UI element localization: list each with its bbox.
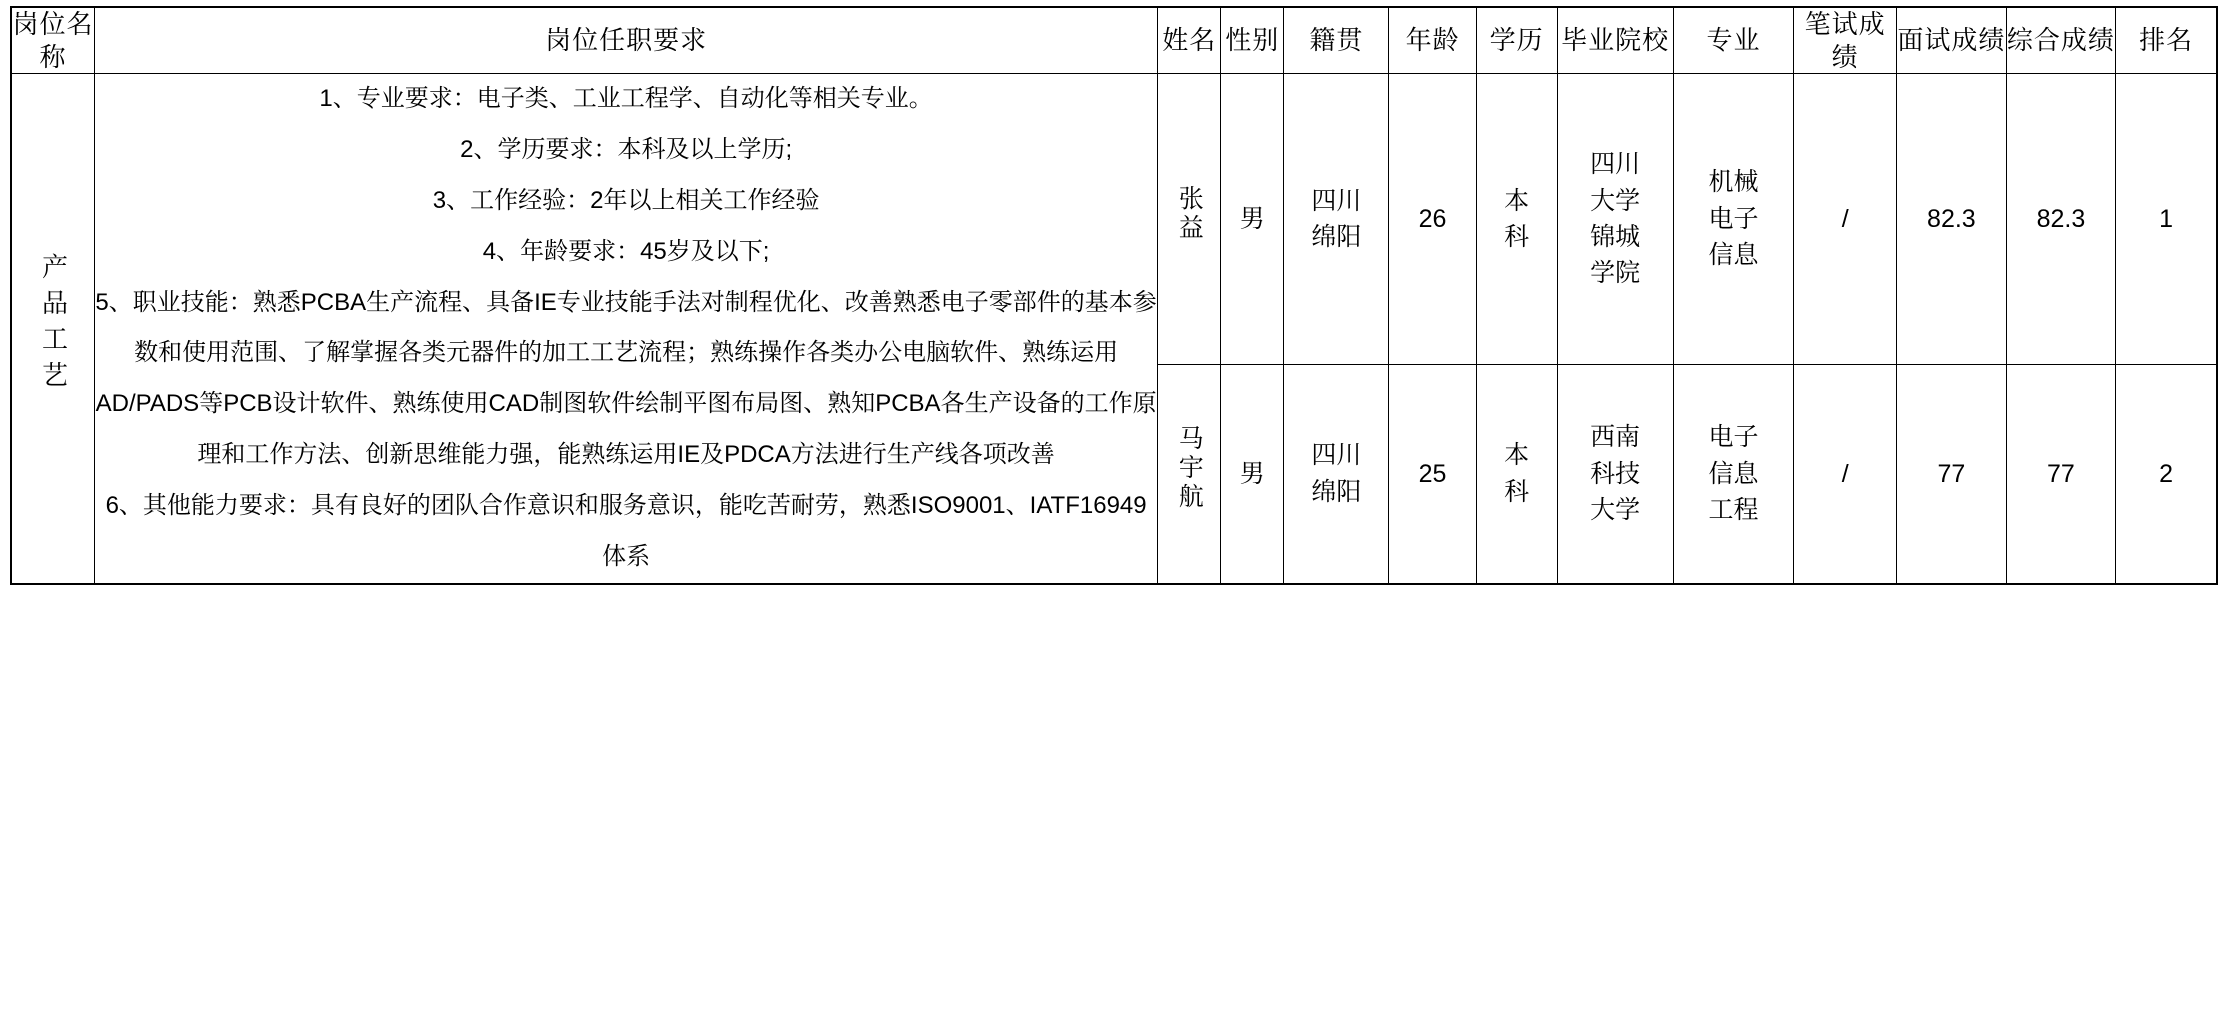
origin-text: 四川绵阳 — [1311, 441, 1362, 506]
cell-school — [1557, 74, 1673, 365]
column-header-name-label: 姓名 — [1162, 25, 1217, 56]
school-text: 四川大学锦城学院 — [1590, 150, 1641, 288]
school-text: 西南科技大学 — [1590, 423, 1641, 524]
cell-interview-score: 77 — [1897, 364, 2007, 584]
major-text: 电子信息工程 — [1708, 423, 1759, 524]
column-header-school — [1557, 7, 1673, 74]
requirement-line: 1、专业要求：电子类、工业工程学、自动化等相关专业。 — [319, 85, 933, 112]
table-header-row — [11, 7, 2217, 74]
column-header-origin: 籍贯 — [1284, 7, 1389, 74]
cell-total-score: 77 — [2006, 364, 2116, 584]
cell-rank: 1 — [2116, 74, 2217, 365]
column-header-requirements: 岗位任职要求 — [95, 7, 1158, 74]
cell-requirements — [95, 74, 1158, 584]
column-header-education-label: 学历 — [1489, 25, 1544, 56]
cell-gender: 男 — [1221, 74, 1284, 365]
cell-name — [1158, 74, 1221, 365]
requirement-line: 6、其他能力要求：具有良好的团队合作意识和服务意识，能吃苦耐劳，熟悉ISO9001、IATF16949体系 — [105, 492, 1147, 570]
origin-text: 四川绵阳 — [1311, 186, 1362, 251]
column-header-interview-score — [1897, 7, 2007, 74]
table-header — [11, 7, 2217, 74]
requirement-line: 4、年龄要求：45岁及以下; — [482, 237, 770, 265]
column-header-name — [1158, 7, 1221, 74]
major-text: 机械电子信息 — [1708, 168, 1759, 269]
column-header-total-score-label: 综合成绩 — [2006, 25, 2115, 56]
column-header-age: 年龄 — [1389, 7, 1476, 74]
cell-interview-score: 82.3 — [1897, 74, 2007, 365]
column-header-major: 专业 — [1673, 7, 1794, 74]
education-text: 本科 — [1504, 441, 1530, 506]
post-name-text: 产品工艺 — [38, 252, 69, 397]
cell-age: 26 — [1389, 74, 1476, 365]
cell-age: 25 — [1389, 364, 1476, 584]
cell-rank: 2 — [2116, 364, 2217, 584]
cell-post-name — [11, 74, 95, 584]
candidate-name-text: 张益 — [1175, 184, 1204, 243]
cell-major — [1673, 364, 1794, 584]
requirement-line: 2、学历要求：本科及以上学历; — [460, 135, 793, 163]
column-header-post-name-label: 岗位名称 — [12, 9, 94, 72]
column-header-written-score — [1794, 7, 1897, 74]
column-header-interview-score-label: 面试成绩 — [1897, 25, 2006, 56]
cell-education — [1476, 74, 1557, 365]
table-body — [11, 74, 2217, 584]
cell-origin — [1284, 74, 1389, 365]
column-header-post-name — [11, 7, 95, 74]
cell-origin — [1284, 364, 1389, 584]
cell-total-score: 82.3 — [2006, 74, 2116, 365]
education-text: 本科 — [1504, 186, 1530, 251]
requirement-line: 3、工作经验：2年以上相关工作经验 — [432, 186, 820, 214]
cell-major — [1673, 74, 1794, 365]
column-header-gender-label: 性别 — [1225, 25, 1280, 56]
column-header-written-score-label: 笔试成绩 — [1804, 9, 1886, 72]
column-header-school-label: 毕业院校 — [1561, 25, 1670, 56]
cell-gender: 男 — [1221, 364, 1284, 584]
column-header-rank: 排名 — [2116, 7, 2217, 74]
table-row — [11, 74, 2217, 365]
cell-written-score: / — [1794, 364, 1897, 584]
column-header-total-score — [2006, 7, 2116, 74]
cell-education — [1476, 364, 1557, 584]
cell-written-score: / — [1794, 74, 1897, 365]
recruitment-result-table — [10, 6, 2218, 585]
candidate-name-text: 马宇航 — [1175, 425, 1204, 513]
column-header-education — [1476, 7, 1557, 74]
column-header-gender — [1221, 7, 1284, 74]
cell-school — [1557, 364, 1673, 584]
requirement-line: 5、职业技能：熟悉PCBA生产流程、具备IE专业技能手法对制程优化、改善熟悉电子零部件的基本参数和使用范围、了解掌握各类元器件的加工工艺流程；熟练操作各类办公电脑软件、熟练运用AD/PADS等PCB设计软件、熟练使用CAD制图软件绘制平图布局图、熟知PCBA各生产设备的工作原理和工作方法、创新思维能力强，能熟练运用IE及PDCA方法进行生产线各项改善 — [95, 288, 1157, 469]
cell-name — [1158, 364, 1221, 584]
